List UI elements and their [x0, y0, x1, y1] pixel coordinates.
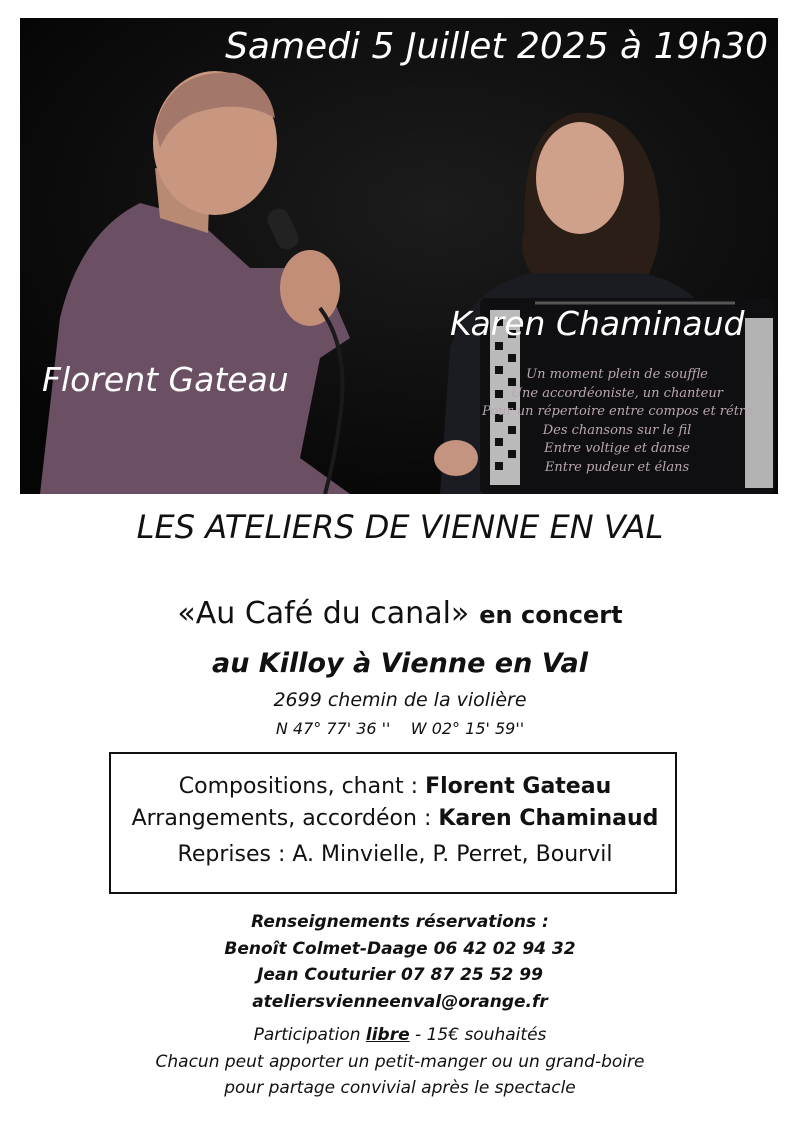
participation-note-1: Chacun peut apporter un petit-manger ou un grand-boire: [155, 1052, 645, 1072]
credits-box: [109, 752, 677, 894]
event-coordinates: N 47° 77' 36 '' W 02° 15' 59'': [275, 719, 525, 738]
event-location: au Killoy à Vienne en Val: [211, 648, 589, 679]
credit-role: Arrangements, accordéon :: [131, 806, 432, 831]
poem-line: Des chansons sur le fil: [542, 422, 692, 438]
organizer-title: LES ATELIERS DE VIENNE EN VAL: [136, 508, 664, 546]
poem-line: Pour un répertoire entre compos et rétro: [482, 404, 753, 419]
participation-prefix: Participation: [253, 1025, 361, 1045]
credit-role: Compositions, chant :: [178, 774, 419, 799]
participation-suffix: - 15€ souhaités: [409, 1025, 547, 1045]
credit-line: [111, 842, 679, 867]
performer-name-left: Florent Gateau: [42, 360, 289, 399]
participation-note-2: pour partage convivial après le spectacle: [224, 1078, 576, 1098]
poem-line: Entre pudeur et élans: [544, 459, 690, 475]
reservation-heading: Renseignements réservations :: [251, 912, 549, 932]
contact-email[interactable]: ateliersvienneenval@orange.fr: [252, 992, 548, 1012]
event-kind: en concert: [479, 601, 623, 629]
participation-line: [0, 1025, 800, 1045]
poem-line: Un moment plein de souffle: [526, 367, 708, 382]
event-title: «Au Café du canal»: [177, 596, 470, 631]
participation-free: libre: [365, 1025, 410, 1045]
credit-line: [111, 806, 679, 831]
credit-name: A. Minvielle, P. Perret, Bourvil: [292, 842, 613, 867]
poem-line: Une accordéoniste, un chanteur: [511, 385, 723, 401]
contact-person-1: Benoît Colmet-Daage 06 42 02 94 32: [224, 939, 576, 959]
event-address: 2699 chemin de la violière: [273, 689, 527, 711]
credit-line: [111, 774, 679, 799]
credit-name: Karen Chaminaud: [438, 806, 659, 831]
performer-name-right: Karen Chaminaud: [450, 304, 745, 343]
credit-role: Reprises :: [177, 842, 286, 867]
event-date: Samedi 5 Juillet 2025 à 19h30: [225, 26, 768, 67]
contact-person-2: Jean Couturier 07 87 25 52 99: [257, 965, 543, 985]
poem-line: Entre voltige et danse: [544, 441, 690, 456]
credit-name: Florent Gateau: [425, 774, 612, 799]
poem: [482, 366, 752, 477]
event-title-line: [0, 596, 800, 631]
concert-photo: [20, 18, 778, 494]
